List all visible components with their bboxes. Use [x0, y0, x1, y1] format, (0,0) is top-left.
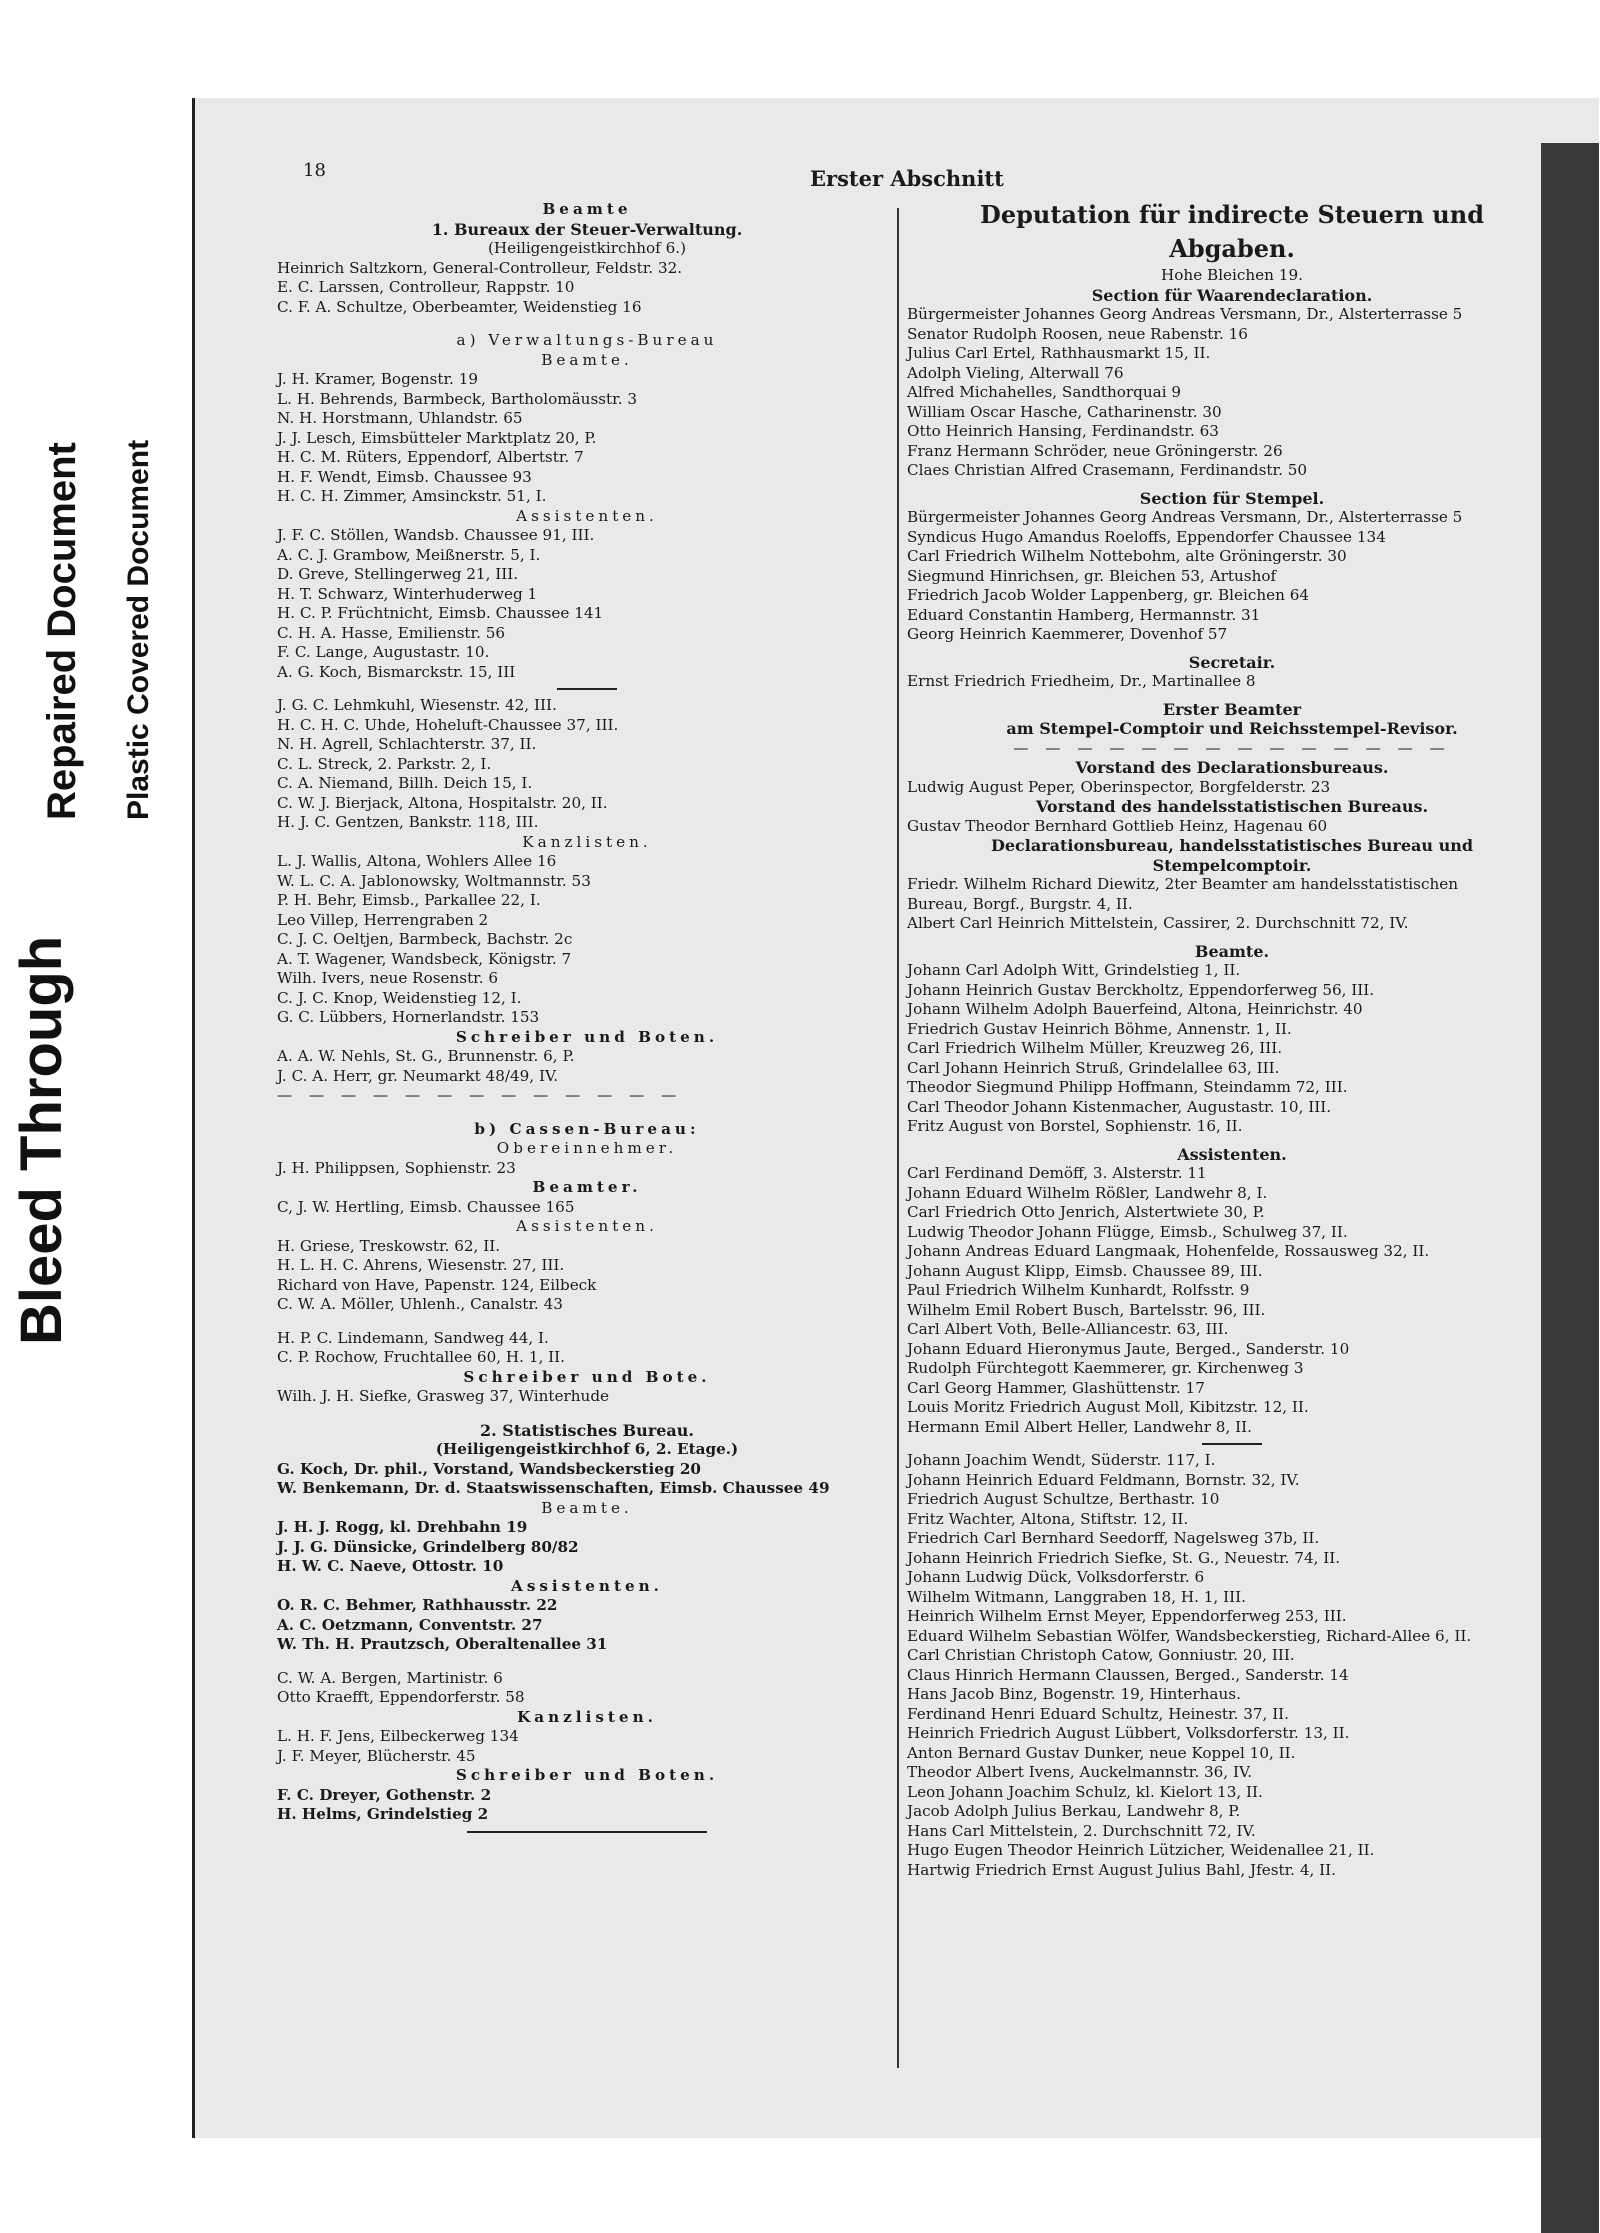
entry-line: H. Helms, Grindelstieg 2	[277, 1805, 489, 1823]
section-title: Erster Abschnitt	[810, 166, 1004, 191]
left-column	[277, 200, 897, 1839]
entry-line: J. J. G. Dünsicke, Grindelberg 80/82	[277, 1537, 579, 1556]
entry-line: Carl Ferdinand Demöff, 3. Alsterstr. 11	[907, 1164, 1207, 1182]
secretair-heading: Secretair.	[1188, 652, 1276, 672]
entry-line: Eduard Constantin Hamberg, Hermannstr. 31	[907, 605, 1261, 624]
entry-line: Hermann Emil Albert Heller, Landwehr 8, II.	[907, 1417, 1252, 1436]
entry-line: Jacob Adolph Julius Berkau, Landwehr 8, P.	[907, 1802, 1241, 1820]
stempel-list	[907, 508, 1557, 645]
entry-line: H. J. C. Gentzen, Bankstr. 118, III.	[277, 813, 539, 831]
entry-line: Georg Heinrich Kaemmerer, Dovenhof 57	[907, 625, 1228, 643]
entry-line: Otto Kraefft, Eppendorferstr. 58	[277, 1688, 525, 1706]
entry-line: C. A. Niemand, Billh. Deich 15, I.	[277, 774, 533, 792]
assist-b-list	[277, 1237, 897, 1315]
assist-b2-list	[277, 1329, 897, 1368]
entry-line: Heinrich Friedrich August Lübbert, Volksdorferstr. 13, II.	[907, 1724, 1350, 1742]
entry-line: J. F. C. Stöllen, Wandsb. Chaussee 91, III.	[277, 526, 595, 544]
entry-line: Johann Heinrich Friedrich Siefke, St. G., Neuestr. 74, II.	[907, 1548, 1341, 1567]
entry-line: Wilhelm Emil Robert Busch, Bartelsstr. 96, III.	[907, 1300, 1266, 1319]
entry-line: Hans Jacob Binz, Bogenstr. 19, Hinterhaus.	[907, 1685, 1241, 1703]
entry-line: Ernst Friedrich Friedheim, Dr., Martinallee 8	[907, 672, 1256, 690]
entry-line: Julius Carl Ertel, Rathhausmarkt 15, II.	[907, 344, 1211, 362]
entry-line: Bürgermeister Johannes Georg Andreas Versmann, Dr., Alsterterrasse 5	[907, 508, 1463, 526]
assist-a-list	[277, 526, 897, 682]
entry-line: William Oscar Hasche, Catharinenstr. 30	[907, 402, 1222, 421]
entry-line: C. W. A. Möller, Uhlenh., Canalstr. 43	[277, 1295, 563, 1313]
entry-line: H. W. C. Naeve, Ottostr. 10	[277, 1557, 504, 1575]
entry-line: F. C. Dreyer, Gothenstr. 2	[277, 1785, 492, 1804]
schreiber-s-heading: Schreiber und Boten.	[455, 1766, 719, 1784]
entry-line: Heinrich Saltzkorn, General-Controlleur, Feldstr. 32.	[277, 258, 683, 277]
beamte-list-right	[907, 961, 1557, 1137]
entry-line: W. Th. H. Prautzsch, Oberaltenallee 31	[277, 1635, 608, 1653]
entry-line: Albert Carl Heinrich Mittelstein, Cassirer, 2. Durchschnitt 72, IV.	[907, 914, 1409, 932]
entry-line: Johann Eduard Wilhelm Rößler, Landwehr 8, I.	[907, 1183, 1268, 1202]
entry-line: H. C. H. Zimmer, Amsinckstr. 51, I.	[277, 487, 547, 505]
kanz-a-list	[277, 852, 897, 1028]
entry-line: H. C. H. C. Uhde, Hoheluft-Chaussee 37, III.	[277, 715, 619, 734]
entry-line: Hartwig Friedrich Ernst August Julius Bahl, Jfestr. 4, II.	[907, 1860, 1336, 1879]
entry-line: Eduard Wilhelm Sebastian Wölfer, Wandsbeckerstieg, Richard-Allee 6, II.	[907, 1626, 1472, 1645]
entry-line: Bürgermeister Johannes Georg Andreas Versmann, Dr., Alsterterrasse 5	[907, 305, 1463, 323]
entry-line: H. F. Wendt, Eimsb. Chaussee 93	[277, 467, 532, 486]
deputation-title-2: Abgaben.	[1169, 234, 1295, 263]
entry-line: Hans Carl Mittelstein, 2. Durchschnitt 72, IV.	[907, 1821, 1256, 1840]
entry-line: Carl Johann Heinrich Struß, Grindelallee 63, III.	[907, 1058, 1280, 1077]
beamte-heading: Beamte	[542, 200, 632, 218]
obereinnehmer-heading: Obereinnehmer.	[496, 1139, 678, 1157]
entry-line: Siegmund Hinrichsen, gr. Bleichen 53, Artushof	[907, 566, 1277, 585]
assist-heading-right: Assistenten.	[1177, 1144, 1287, 1164]
entry-line: F. C. Lange, Augustastr. 10.	[277, 643, 490, 661]
deputation-title-1: Deputation für indirecte Steuern und	[980, 200, 1484, 229]
entry-line: J. H. Kramer, Bogenstr. 19	[277, 370, 479, 388]
verwaltung-title: a) Verwaltungs-Bureau	[456, 331, 718, 349]
entry-line: Carl Georg Hammer, Glashüttenstr. 17	[907, 1378, 1205, 1397]
entry-line: G. C. Lübbers, Hornerlandstr. 153	[277, 1008, 540, 1026]
entry-line: N. H. Horstmann, Uhlandstr. 65	[277, 409, 523, 427]
entry-line: Wilhelm Witmann, Langgraben 18, H. 1, III.	[907, 1587, 1246, 1606]
entry-line: Johann Heinrich Gustav Berckholtz, Eppendorferweg 56, III.	[907, 980, 1375, 999]
entry-line: Johann Carl Adolph Witt, Grindelstieg 1, II.	[907, 961, 1241, 979]
assist-s2-list	[277, 1669, 897, 1708]
waaren-list	[907, 305, 1557, 481]
entry-line: Friedrich Carl Bernhard Seedorff, Nagelsweg 37b, II.	[907, 1529, 1320, 1547]
entry-line: Gustav Theodor Bernhard Gottlieb Heinz, Hagenau 60	[907, 816, 1328, 835]
entry-line: Wilh. J. H. Siefke, Grasweg 37, Winterhude	[277, 1387, 610, 1405]
entry-line: Alfred Michahelles, Sandthorquai 9	[907, 383, 1182, 401]
entry-line: G. Koch, Dr. phil., Vorstand, Wandsbeckerstieg 20	[277, 1459, 701, 1478]
entry-line: W. Benkemann, Dr. d. Staatswissenschaften, Eimsb. Chaussee 49	[277, 1479, 830, 1497]
entry-line: Friedrich Gustav Heinrich Böhme, Annenstr. 1, II.	[907, 1019, 1292, 1038]
entry-line: Friedrich Jacob Wolder Lappenberg, gr. Bleichen 64	[907, 586, 1310, 604]
entry-line: Syndicus Hugo Amandus Roeloffs, Eppendorfer Chaussee 134	[907, 527, 1386, 546]
entry-line: O. R. C. Behmer, Rathhausstr. 22	[277, 1596, 558, 1614]
entry-line: A. C. J. Grambow, Meißnerstr. 5, I.	[277, 545, 541, 564]
entry-line: H. C. M. Rüters, Eppendorf, Albertstr. 7	[277, 448, 584, 466]
entry-line: Claus Hinrich Hermann Claussen, Berged., Sanderstr. 14	[907, 1665, 1349, 1684]
bleed-through-label: Bleed Through	[9, 935, 74, 1345]
entry-line: J. G. C. Lehmkuhl, Wiesenstr. 42, III.	[277, 696, 557, 714]
others-list-right	[907, 1451, 1557, 1880]
kanz-s-list	[277, 1727, 897, 1766]
entry-line: Leo Villep, Herrengraben 2	[277, 910, 489, 929]
entry-line: E. C. Larssen, Controlleur, Rappstr. 10	[277, 278, 575, 296]
entry-line: Otto Heinrich Hansing, Ferdinandstr. 63	[907, 422, 1219, 440]
kanz-a-heading: Kanzlisten.	[522, 832, 652, 851]
entry-line: Wilh. Ivers, neue Rosenstr. 6	[277, 969, 499, 987]
schreiber-a-heading: Schreiber und Boten.	[455, 1027, 719, 1046]
declbur-heading-1: Declarationsbureau, handelsstatistisches Bureau und	[990, 836, 1474, 855]
entry-line: J. F. Meyer, Blücherstr. 45	[277, 1746, 476, 1765]
entry-line: C. J. C. Knop, Weidenstieg 12, I.	[277, 988, 522, 1007]
bureau-address: (Heiligengeistkirchhof 6.)	[487, 239, 687, 257]
entry-line: Theodor Siegmund Philipp Hoffmann, Steindamm 72, III.	[907, 1078, 1348, 1096]
beamte-a-heading: Beamte.	[541, 350, 633, 369]
schreiber-s-list	[277, 1786, 897, 1825]
entry-line: Carl Albert Voth, Belle-Alliancestr. 63, III.	[907, 1320, 1229, 1338]
entry-line: A. T. Wagener, Wandsbeck, Königstr. 7	[277, 949, 572, 968]
entry-line: Theodor Albert Ivens, Auckelmannstr. 36, IV.	[907, 1763, 1253, 1781]
right-column	[907, 198, 1557, 1880]
column-divider	[897, 208, 899, 2068]
entry-line: C. L. Streck, 2. Parkstr. 2, I.	[277, 754, 492, 773]
beamte-b-heading: Beamter.	[532, 1178, 642, 1196]
entry-line: J. C. A. Herr, gr. Neumarkt 48/49, IV.	[277, 1066, 559, 1085]
bureau-title: 1. Bureaux der Steuer-Verwaltung.	[431, 219, 743, 239]
handel-heading: Vorstand des handelsstatistischen Bureaus.	[1035, 797, 1429, 816]
entry-line: Johann August Klipp, Eimsb. Chaussee 89, III.	[907, 1261, 1263, 1280]
assist-list-right	[907, 1164, 1557, 1437]
entry-line: L. H. Behrends, Barmbeck, Bartholomäusstr. 3	[277, 389, 638, 408]
waaren-heading: Section für Waarendeclaration.	[1091, 285, 1373, 305]
entry-line: Johann Andreas Eduard Langmaak, Hohenfelde, Rossausweg 32, II.	[907, 1242, 1430, 1260]
entry-line: Franz Hermann Schröder, neue Gröningerstr. 26	[907, 441, 1283, 460]
repaired-document-label: Repaired Document	[40, 442, 84, 820]
entry-line: Carl Friedrich Wilhelm Müller, Kreuzweg 26, III.	[907, 1039, 1283, 1057]
annotation-sidebar	[0, 0, 190, 2177]
document-page	[192, 98, 1599, 2138]
entry-line: Anton Bernard Gustav Dunker, neue Koppel 10, II.	[907, 1743, 1296, 1762]
dash-rule: — — — — — — — — — — — — —	[277, 1086, 683, 1104]
beamte-s-heading: Beamte.	[541, 1498, 633, 1517]
schreiber-b-list	[277, 1387, 897, 1407]
entry-line: Hugo Eugen Theodor Heinrich Lützicher, Weidenallee 21, II.	[907, 1841, 1375, 1859]
dash-rule-right: — — — — — — — — — — — — — —	[1013, 738, 1451, 757]
assist-b-heading: Assistenten.	[516, 1217, 658, 1235]
entry-line: H. Griese, Treskowstr. 62, II.	[277, 1236, 501, 1255]
entry-line: Fritz August von Borstel, Sophienstr. 16, II.	[907, 1117, 1243, 1135]
entry-line: H. C. P. Früchtnicht, Eimsb. Chaussee 141	[277, 604, 604, 622]
declbur-heading-2: Stempelcomptoir.	[1152, 855, 1312, 875]
beamte-heading-right: Beamte.	[1194, 941, 1270, 961]
entry-line: N. H. Agrell, Schlachterstr. 37, II.	[277, 735, 537, 753]
entry-line: C. F. A. Schultze, Oberbeamter, Weidenstieg 16	[277, 297, 642, 316]
entry-line: Senator Rudolph Roosen, neue Rabenstr. 16	[907, 324, 1248, 343]
entry-line: Claes Christian Alfred Crasemann, Ferdinandstr. 50	[907, 461, 1308, 479]
obereinnehmer-list	[277, 1159, 897, 1179]
entry-line: J. H. J. Rogg, kl. Drehbahn 19	[277, 1518, 528, 1536]
erster-heading-2: am Stempel-Comptoir und Reichsstempel-Revisor.	[1006, 719, 1458, 738]
entry-line: Johann Ludwig Dück, Volksdorferstr. 6	[907, 1568, 1205, 1586]
decl-list	[907, 778, 1557, 798]
entry-line: Ludwig August Peper, Oberinspector, Borgfelderstr. 23	[907, 777, 1331, 796]
entry-line: C. J. C. Oeltjen, Barmbeck, Bachstr. 2c	[277, 930, 573, 948]
page-number: 18	[303, 160, 326, 181]
schreiber-a-list	[277, 1047, 897, 1086]
entry-line: Paul Friedrich Wilhelm Kunhardt, Rolfsstr. 9	[907, 1281, 1250, 1299]
entry-line: Johann Eduard Hieronymus Jaute, Berged., Sanderstr. 10	[907, 1339, 1350, 1358]
handel-list	[907, 817, 1557, 837]
entry-line: Johann Wilhelm Adolph Bauerfeind, Altona, Heinrichstr. 40	[907, 1000, 1363, 1018]
entry-line: Friedrich August Schultze, Berthastr. 10	[907, 1490, 1220, 1508]
entry-line: Bureau, Borgf., Burgstr. 4, II.	[907, 894, 1133, 913]
schreiber-b-heading: Schreiber und Bote.	[463, 1367, 711, 1386]
entry-line: C. W. J. Bierjack, Altona, Hospitalstr. 20, II.	[277, 793, 608, 812]
entry-line: Ferdinand Henri Eduard Schultz, Heinestr. 37, II.	[907, 1704, 1290, 1723]
plastic-covered-label: Plastic Covered Document	[122, 439, 155, 820]
entry-line: Rudolph Fürchtegott Kaemmerer, gr. Kirchenweg 3	[907, 1359, 1304, 1377]
entry-line: W. L. C. A. Jablonowsky, Woltmannstr. 53	[277, 871, 591, 890]
beamte-a-list	[277, 370, 897, 507]
secretair-list	[907, 672, 1557, 692]
entry-line: Carl Friedrich Wilhelm Nottebohm, alte Gröningerstr. 30	[907, 547, 1347, 565]
entry-line: Louis Moritz Friedrich August Moll, Kibitzstr. 12, II.	[907, 1398, 1309, 1416]
entry-line: C. W. A. Bergen, Martinistr. 6	[277, 1668, 503, 1687]
entry-line: Carl Christian Christoph Catow, Gonniustr. 20, III.	[907, 1646, 1295, 1664]
entry-line: P. H. Behr, Eimsb., Parkallee 22, I.	[277, 891, 541, 909]
erster-heading-1: Erster Beamter	[1162, 699, 1302, 719]
entry-line: Fritz Wachter, Altona, Stiftstr. 12, II.	[907, 1509, 1189, 1528]
stat-address: (Heiligengeistkirchhof 6, 2. Etage.)	[435, 1440, 739, 1458]
entry-line: Heinrich Wilhelm Ernst Meyer, Eppendorferweg 253, III.	[907, 1607, 1347, 1625]
beamte-s-list	[277, 1518, 897, 1577]
entry-line: H. P. C. Lindemann, Sandweg 44, I.	[277, 1328, 549, 1347]
entry-line: J. J. Lesch, Eimsbütteler Marktplatz 20, P.	[277, 428, 597, 447]
entry-line: Ludwig Theodor Johann Flügge, Eimsb., Schulweg 37, II.	[907, 1222, 1348, 1241]
stat-title: 2. Statistisches Bureau.	[479, 1420, 694, 1440]
entry-line: Carl Theodor Johann Kistenmacher, Augustastr. 10, III.	[907, 1097, 1332, 1116]
entry-line: C. P. Rochow, Fruchtallee 60, H. 1, II.	[277, 1348, 565, 1366]
entry-line: A. A. W. Nehls, St. G., Brunnenstr. 6, P.	[277, 1047, 575, 1065]
entry-line: A. G. Koch, Bismarckstr. 15, III	[277, 662, 516, 681]
beamte-b-list	[277, 1198, 897, 1218]
declbur-list	[907, 875, 1557, 934]
entry-line: H. T. Schwarz, Winterhuderweg 1	[277, 584, 538, 603]
entry-line: Johann Joachim Wendt, Süderstr. 117, I.	[907, 1451, 1216, 1469]
assist-s-list	[277, 1596, 897, 1655]
officials-list	[277, 259, 897, 318]
entry-line: Richard von Have, Papenstr. 124, Eilbeck	[277, 1275, 597, 1294]
assist-a2-list	[277, 696, 897, 833]
entry-line: Carl Friedrich Otto Jenrich, Alstertwiete 30, P.	[907, 1203, 1265, 1221]
kanz-s-heading: Kanzlisten.	[517, 1707, 657, 1726]
entry-line: Adolph Vieling, Alterwall 76	[907, 363, 1124, 382]
entry-line: Friedr. Wilhelm Richard Diewitz, 2ter Beamter am handelsstatistischen	[907, 875, 1459, 893]
cassen-title: b) Cassen-Bureau:	[474, 1119, 700, 1138]
assist-s-heading: Assistenten.	[511, 1576, 663, 1595]
entry-line: J. H. Philippsen, Sophienstr. 23	[277, 1158, 516, 1177]
assist-a-heading: Assistenten.	[516, 506, 658, 525]
deputation-address: Hohe Bleichen 19.	[1161, 266, 1303, 284]
entry-line: L. H. F. Jens, Eilbeckerweg 134	[277, 1727, 519, 1745]
entry-line: C. H. A. Hasse, Emilienstr. 56	[277, 623, 506, 642]
entry-line: H. L. H. C. Ahrens, Wiesenstr. 27, III.	[277, 1256, 565, 1274]
entry-line: D. Greve, Stellingerweg 21, III.	[277, 565, 519, 583]
entry-line: L. J. Wallis, Altona, Wohlers Allee 16	[277, 852, 557, 870]
entry-line: Johann Heinrich Eduard Feldmann, Bornstr. 32, IV.	[907, 1470, 1300, 1489]
stempel-heading: Section für Stempel.	[1139, 488, 1325, 508]
stat-leaders-list	[277, 1460, 897, 1499]
entry-line: Leon Johann Joachim Schulz, kl. Kielort 13, II.	[907, 1782, 1263, 1801]
entry-line: A. C. Oetzmann, Conventstr. 27	[277, 1615, 543, 1634]
decl-heading: Vorstand des Declarationsbureaus.	[1075, 758, 1389, 777]
entry-line: C, J. W. Hertling, Eimsb. Chaussee 165	[277, 1197, 575, 1216]
